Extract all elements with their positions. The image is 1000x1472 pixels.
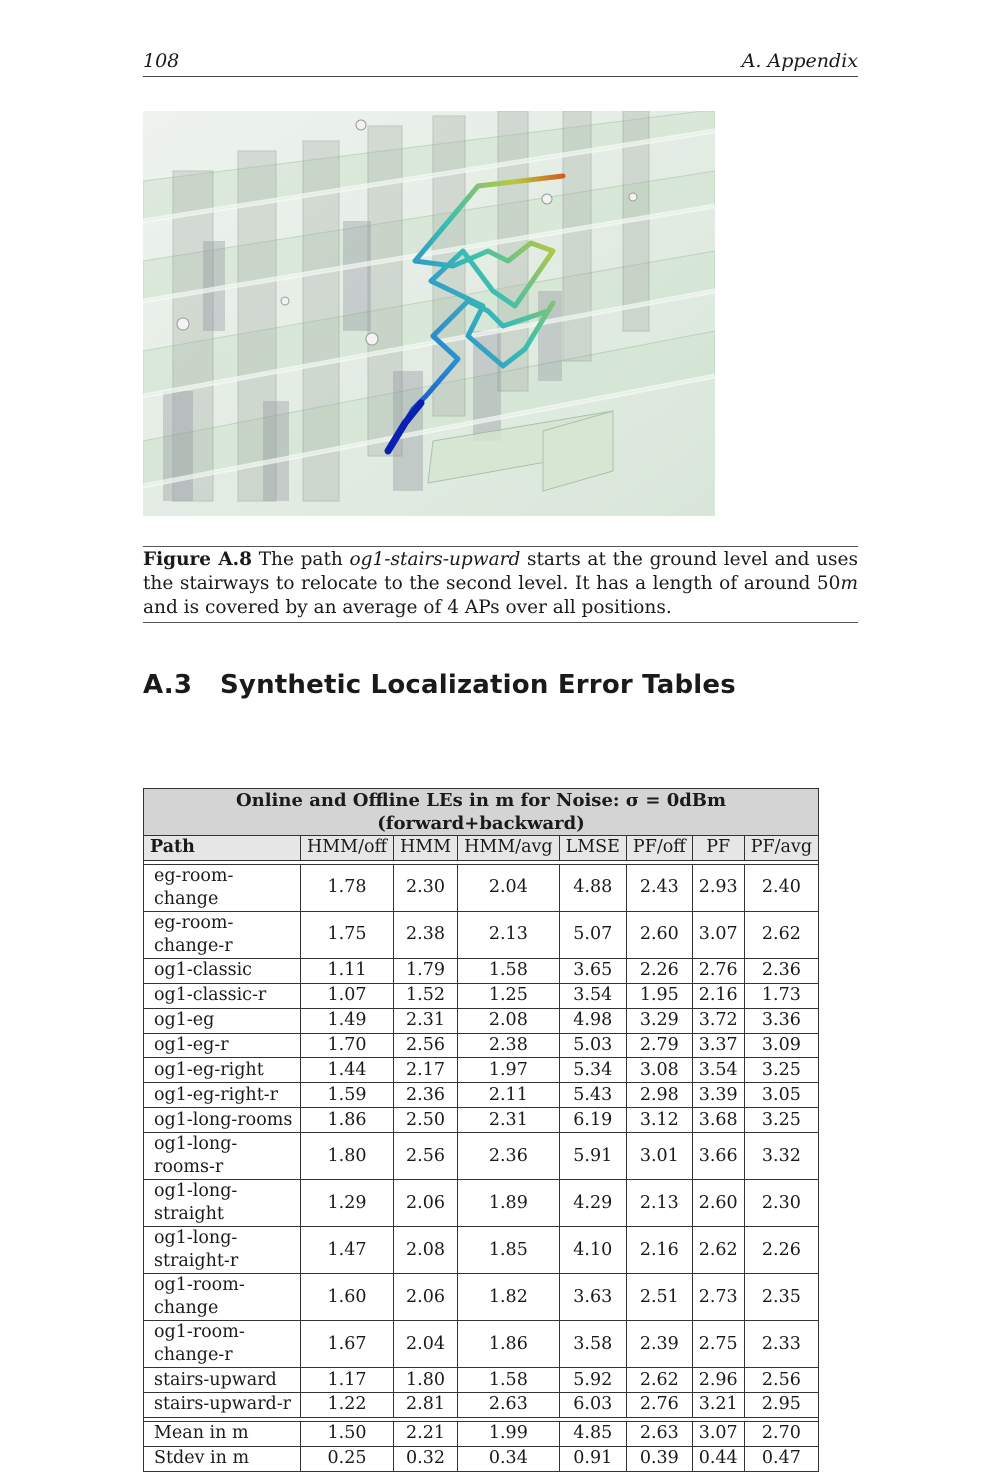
caption-text-3: and is covered by an average of 4 APs over all positions.	[143, 597, 672, 618]
table-row	[144, 1227, 819, 1274]
caption-text-2: starts at the ground level and uses the stairways to relocate to the second level. It has a length of around 50	[143, 549, 858, 594]
summary-row	[144, 1421, 819, 1446]
table-cell: 1.67	[301, 1321, 394, 1368]
table-cell: 3.54	[559, 983, 626, 1008]
row-label: og1-eg-r	[144, 1033, 301, 1058]
table-cell: 2.26	[744, 1227, 818, 1274]
table-cell: 2.06	[393, 1180, 457, 1227]
table-cell: 2.08	[458, 1008, 560, 1033]
table-row	[144, 1180, 819, 1227]
table-cell: 2.40	[744, 864, 818, 911]
table-cell: 1.47	[301, 1227, 394, 1274]
table-cell: 2.35	[744, 1274, 818, 1321]
table-cell: 1.86	[301, 1108, 394, 1133]
summary-row	[144, 1446, 819, 1471]
table-cell: 1.58	[458, 1368, 560, 1393]
column-header: PF/off	[626, 836, 692, 861]
section-number: A.3	[143, 670, 193, 700]
table-cell: 1.79	[393, 958, 457, 983]
table-row	[144, 1368, 819, 1393]
table-cell: 2.81	[393, 1393, 457, 1418]
table-cell: 1.89	[458, 1180, 560, 1227]
table-cell: 2.43	[626, 864, 692, 911]
table-header-row	[144, 836, 819, 861]
table-cell: 2.04	[458, 864, 560, 911]
column-header: Path	[144, 836, 301, 861]
table-cell: 2.95	[744, 1393, 818, 1418]
table-cell: 2.04	[393, 1321, 457, 1368]
table-row	[144, 911, 819, 958]
table-cell: 3.65	[559, 958, 626, 983]
table-cell: 5.03	[559, 1033, 626, 1058]
table-cell: 3.07	[692, 911, 744, 958]
table-cell: 1.99	[458, 1421, 560, 1446]
table-cell: 3.58	[559, 1321, 626, 1368]
table-cell: 1.60	[301, 1274, 394, 1321]
row-label: stairs-upward-r	[144, 1393, 301, 1418]
table-cell: 2.16	[692, 983, 744, 1008]
table-cell: 2.26	[626, 958, 692, 983]
table-cell: 1.49	[301, 1008, 394, 1033]
table-cell: 2.38	[458, 1033, 560, 1058]
table-cell: 3.37	[692, 1033, 744, 1058]
table-cell: 1.52	[393, 983, 457, 1008]
table-cell: 2.16	[626, 1227, 692, 1274]
row-label: Stdev in m	[144, 1446, 301, 1471]
table-cell: 3.25	[744, 1058, 818, 1083]
column-header: HMM/avg	[458, 836, 560, 861]
table-cell: 0.25	[301, 1446, 394, 1471]
table-row	[144, 1321, 819, 1368]
column-header: PF	[692, 836, 744, 861]
building-visualization	[143, 111, 715, 516]
table-cell: 2.13	[626, 1180, 692, 1227]
table-cell: 2.98	[626, 1083, 692, 1108]
table-cell: 2.63	[626, 1421, 692, 1446]
table-cell: 1.86	[458, 1321, 560, 1368]
table-row	[144, 958, 819, 983]
table-row	[144, 1083, 819, 1108]
table-cell: 1.75	[301, 911, 394, 958]
table-cell: 3.12	[626, 1108, 692, 1133]
table-cell: 2.79	[626, 1033, 692, 1058]
table-cell: 0.34	[458, 1446, 560, 1471]
table-cell: 3.36	[744, 1008, 818, 1033]
table-cell: 3.72	[692, 1008, 744, 1033]
table-cell: 6.19	[559, 1108, 626, 1133]
table-cell: 2.60	[626, 911, 692, 958]
table-cell: 0.47	[744, 1446, 818, 1471]
table-cell: 2.33	[744, 1321, 818, 1368]
table-cell: 2.56	[744, 1368, 818, 1393]
chapter-title: A. Appendix	[741, 50, 858, 72]
table-cell: 1.29	[301, 1180, 394, 1227]
table-cell: 3.66	[692, 1133, 744, 1180]
table-cell: 1.50	[301, 1421, 394, 1446]
table-cell: 1.80	[301, 1133, 394, 1180]
table-cell: 0.39	[626, 1446, 692, 1471]
table-row	[144, 1274, 819, 1321]
page-number: 108	[143, 50, 180, 72]
caption-path-name: og1-stairs-upward	[349, 549, 521, 570]
table-row	[144, 1108, 819, 1133]
table-cell: 4.98	[559, 1008, 626, 1033]
table-cell: 3.09	[744, 1033, 818, 1058]
table-cell: 2.73	[692, 1274, 744, 1321]
table-cell: 2.17	[393, 1058, 457, 1083]
table-cell: 2.62	[626, 1368, 692, 1393]
column-header: PF/avg	[744, 836, 818, 861]
table-cell: 1.25	[458, 983, 560, 1008]
table-cell: 2.50	[393, 1108, 457, 1133]
table-body	[144, 860, 819, 1471]
caption-text-1: The path	[252, 549, 350, 570]
row-label: Mean in m	[144, 1421, 301, 1446]
table-cell: 2.70	[744, 1421, 818, 1446]
column-header: LMSE	[559, 836, 626, 861]
table-cell: 3.32	[744, 1133, 818, 1180]
row-label: og1-eg	[144, 1008, 301, 1033]
table-cell: 2.21	[393, 1421, 457, 1446]
table-row	[144, 1133, 819, 1180]
row-label: og1-long-rooms-r	[144, 1133, 301, 1180]
table-cell: 4.10	[559, 1227, 626, 1274]
table-cell: 1.44	[301, 1058, 394, 1083]
table-cell: 2.36	[393, 1083, 457, 1108]
table-cell: 6.03	[559, 1393, 626, 1418]
table-cell: 1.70	[301, 1033, 394, 1058]
section-heading	[143, 670, 736, 700]
table-cell: 3.54	[692, 1058, 744, 1083]
table-cell: 2.76	[692, 958, 744, 983]
table-cell: 1.85	[458, 1227, 560, 1274]
table-cell: 3.63	[559, 1274, 626, 1321]
table-cell: 2.30	[744, 1180, 818, 1227]
running-header	[143, 50, 858, 77]
table-row	[144, 1058, 819, 1083]
table-cell: 3.05	[744, 1083, 818, 1108]
table-cell: 1.07	[301, 983, 394, 1008]
table-cell: 3.68	[692, 1108, 744, 1133]
table-cell: 2.30	[393, 864, 457, 911]
row-label: stairs-upward	[144, 1368, 301, 1393]
table-cell: 0.32	[393, 1446, 457, 1471]
figure-3d-building-path	[143, 111, 715, 516]
table-cell: 2.63	[458, 1393, 560, 1418]
table-row	[144, 983, 819, 1008]
table-cell: 1.80	[393, 1368, 457, 1393]
table-cell: 2.62	[744, 911, 818, 958]
row-label: og1-long-straight	[144, 1180, 301, 1227]
table-cell: 2.75	[692, 1321, 744, 1368]
table-title: Online and Offline LEs in m for Noise: σ = 0dBm (forward+backward)	[144, 789, 819, 836]
table-cell: 1.95	[626, 983, 692, 1008]
table-cell: 1.78	[301, 864, 394, 911]
table-cell: 2.76	[626, 1393, 692, 1418]
row-label: eg-room-change	[144, 864, 301, 911]
table-cell: 2.36	[458, 1133, 560, 1180]
row-label: og1-long-straight-r	[144, 1227, 301, 1274]
table-cell: 2.96	[692, 1368, 744, 1393]
section-title: Synthetic Localization Error Tables	[220, 670, 736, 700]
table-row	[144, 864, 819, 911]
table-cell: 2.11	[458, 1083, 560, 1108]
table-cell: 2.39	[626, 1321, 692, 1368]
column-header: HMM/off	[301, 836, 394, 861]
table-cell: 1.17	[301, 1368, 394, 1393]
table-cell: 1.58	[458, 958, 560, 983]
table-cell: 3.07	[692, 1421, 744, 1446]
table-cell: 2.62	[692, 1227, 744, 1274]
row-label: og1-classic	[144, 958, 301, 983]
table-cell: 5.91	[559, 1133, 626, 1180]
table-cell: 2.51	[626, 1274, 692, 1321]
caption-unit: m	[840, 573, 858, 594]
table-cell: 2.93	[692, 864, 744, 911]
table-cell: 3.01	[626, 1133, 692, 1180]
row-label: og1-room-change	[144, 1274, 301, 1321]
table-cell: 1.82	[458, 1274, 560, 1321]
row-label: og1-classic-r	[144, 983, 301, 1008]
table-cell: 3.39	[692, 1083, 744, 1108]
table-cell: 2.06	[393, 1274, 457, 1321]
column-header: HMM	[393, 836, 457, 861]
row-label: og1-eg-right-r	[144, 1083, 301, 1108]
row-label: og1-long-rooms	[144, 1108, 301, 1133]
table-cell: 2.56	[393, 1033, 457, 1058]
table-cell: 5.92	[559, 1368, 626, 1393]
table-cell: 5.34	[559, 1058, 626, 1083]
table-cell: 1.97	[458, 1058, 560, 1083]
figure-caption	[143, 546, 858, 623]
table-cell: 3.29	[626, 1008, 692, 1033]
table-cell: 5.43	[559, 1083, 626, 1108]
table-cell: 5.07	[559, 911, 626, 958]
table-cell: 2.31	[393, 1008, 457, 1033]
table-cell: 4.29	[559, 1180, 626, 1227]
row-label: og1-eg-right	[144, 1058, 301, 1083]
table-cell: 1.59	[301, 1083, 394, 1108]
table-cell: 2.60	[692, 1180, 744, 1227]
table-cell: 4.85	[559, 1421, 626, 1446]
row-label: og1-room-change-r	[144, 1321, 301, 1368]
table-cell: 1.22	[301, 1393, 394, 1418]
table-cell: 1.11	[301, 958, 394, 983]
row-label: eg-room-change-r	[144, 911, 301, 958]
table-cell: 0.44	[692, 1446, 744, 1471]
table-cell: 3.08	[626, 1058, 692, 1083]
table-cell: 2.08	[393, 1227, 457, 1274]
table-cell: 0.91	[559, 1446, 626, 1471]
table-row	[144, 1033, 819, 1058]
table-cell: 2.38	[393, 911, 457, 958]
table-cell: 2.56	[393, 1133, 457, 1180]
table-cell: 2.31	[458, 1108, 560, 1133]
table-cell: 2.36	[744, 958, 818, 983]
table-cell: 1.73	[744, 983, 818, 1008]
figure-label: Figure A.8	[143, 549, 252, 570]
table-cell: 2.13	[458, 911, 560, 958]
table-cell: 3.25	[744, 1108, 818, 1133]
table-cell: 4.88	[559, 864, 626, 911]
table-row	[144, 1008, 819, 1033]
table-cell: 3.21	[692, 1393, 744, 1418]
localization-error-table	[143, 788, 819, 1472]
